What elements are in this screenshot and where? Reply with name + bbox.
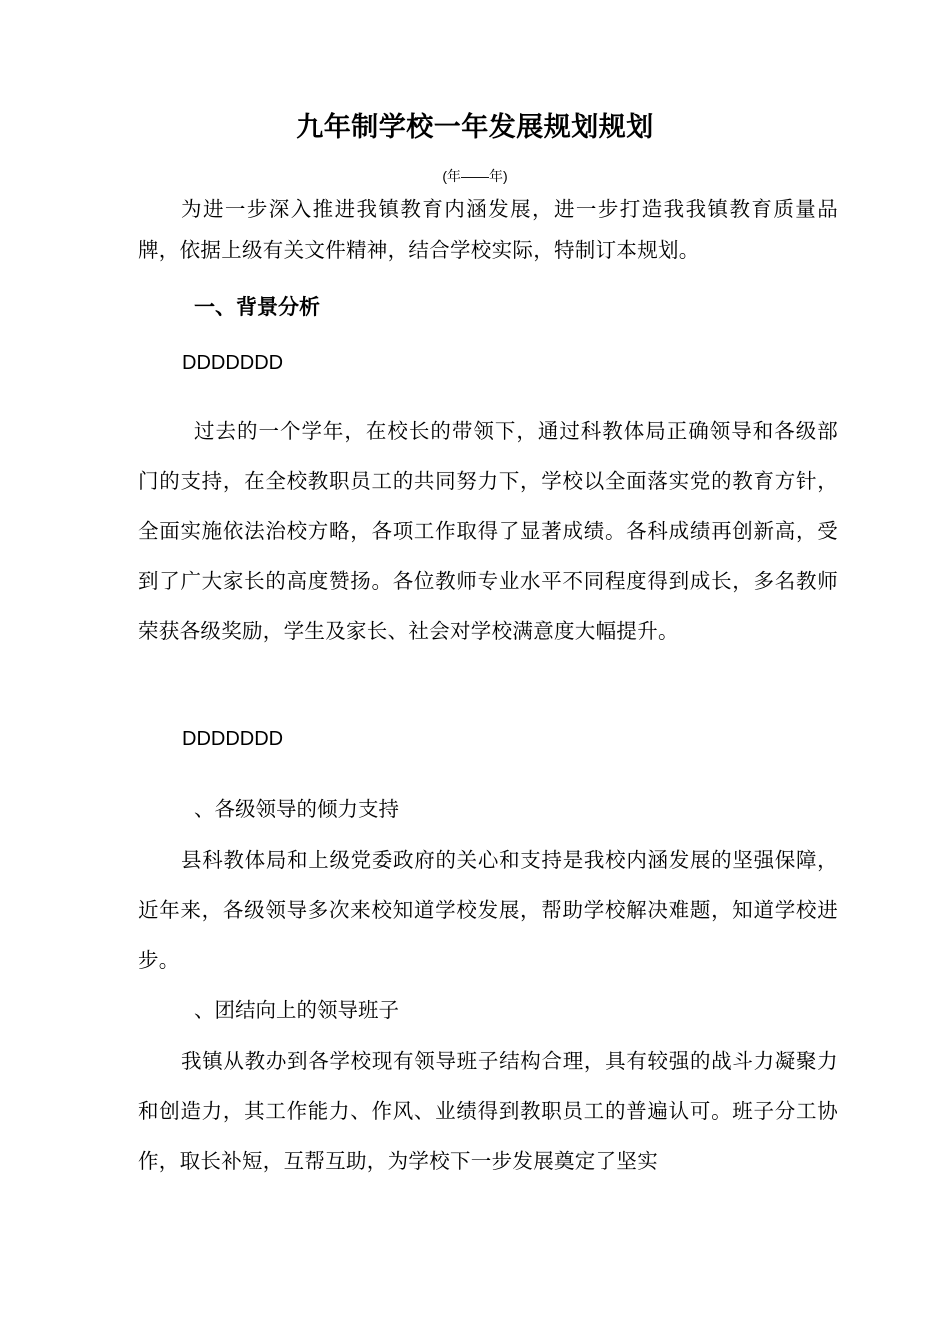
- paragraph-leadership-support: 县科教体局和上级党委政府的关心和支持是我校内涵发展的坚强保障，近年来，各级领导多次来校知道学校发展，帮助学校解决难题，知道学校进步。: [138, 848, 838, 972]
- placeholder-text-1: DDDDDDD: [182, 352, 284, 374]
- paragraph-past-year: 过去的一个学年，在校长的带领下，通过科教体局正确领导和各级部门的支持，在全校教职员工的共同努力下，学校以全面落实党的教育方针，全面实施依法治校方略，各项工作取得了显著成绩。各科成绩再创新高，受到了广大家长的高度赞扬。各位教师专业水平不同程度得到成长，多名教师荣获各级奖励，学生及家长、社会对学校满意度大幅提升。: [138, 419, 838, 643]
- section-heading-background: 一、背景分析: [194, 294, 320, 319]
- paragraph-leadership-team: 我镇从教办到各学校现有领导班子结构合理，具有较强的战斗力凝聚力和创造力，其工作能力、作风、业绩得到教职员工的普遍认可。班子分工协作，取长补短，互帮互助，为学校下一步发展奠定了坚实: [138, 1049, 838, 1173]
- document-title: 九年制学校一年发展规划规划: [296, 112, 654, 143]
- document-subtitle: (年——年): [442, 168, 508, 184]
- placeholder-text-2: DDDDDDD: [182, 728, 284, 750]
- subheading-leadership-team: 、团结向上的领导班子: [194, 998, 399, 1022]
- intro-paragraph: 为进一步深入推进我镇教育内涵发展，进一步打造我我镇教育质量品牌，依据上级有关文件精神，结合学校实际，特制订本规划。: [138, 197, 838, 262]
- subheading-leadership-support: 、各级领导的倾力支持: [194, 797, 399, 821]
